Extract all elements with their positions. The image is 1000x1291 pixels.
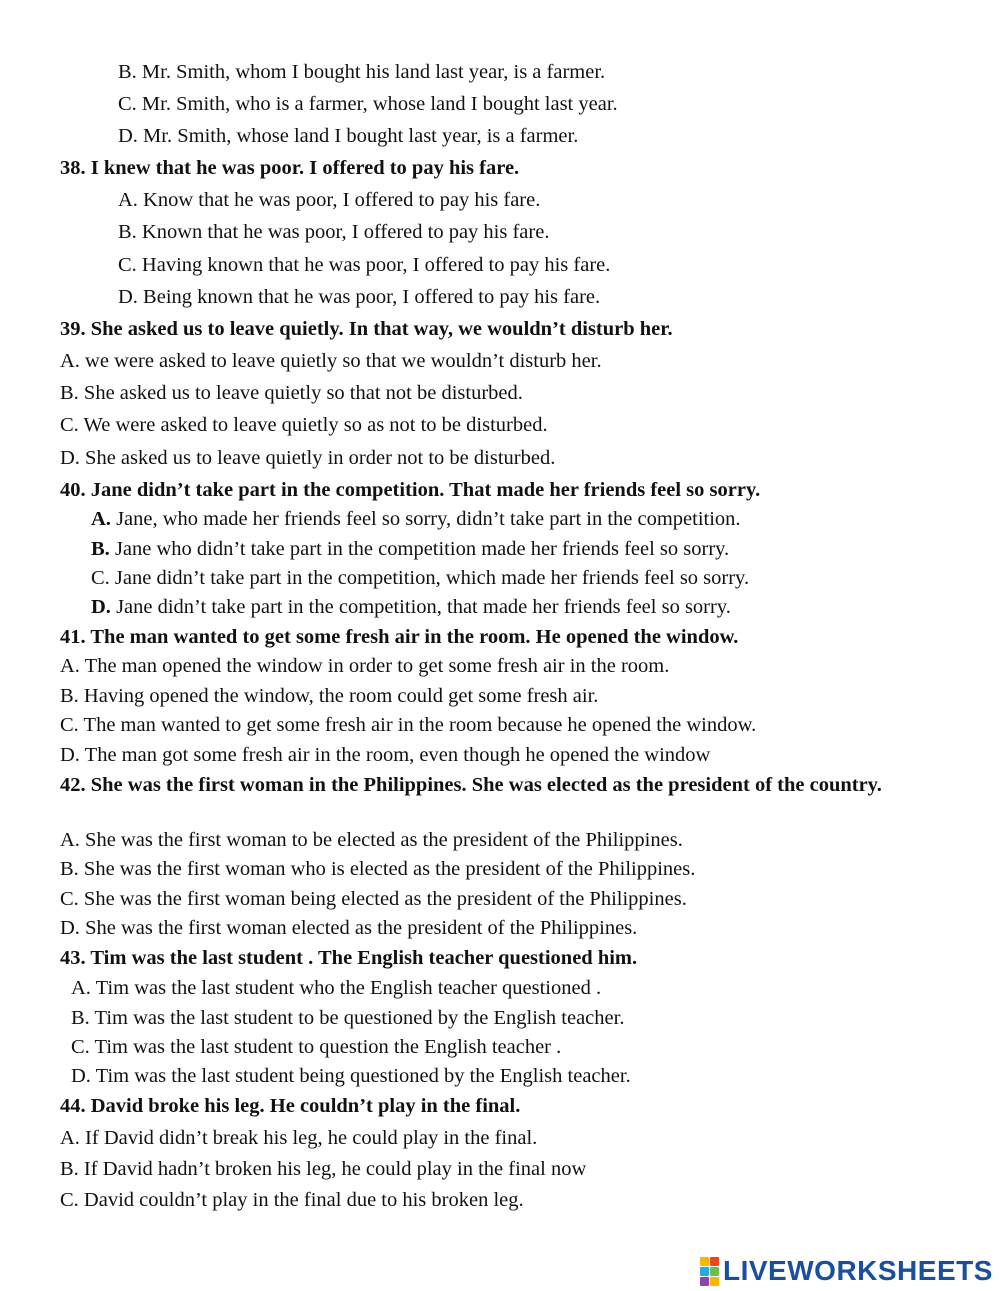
q42-option-a: A. She was the first woman to be elected as the president of the Philippines. — [60, 829, 683, 851]
q39-question: 39. She asked us to leave quietly. In that way, we wouldn’t disturb her. — [60, 318, 673, 340]
q41-question: 41. The man wanted to get some fresh air in the room. He opened the window. — [60, 626, 739, 648]
logo-block-icon — [710, 1277, 719, 1286]
q40-option-a-label: A. — [91, 508, 111, 530]
q42-option-b: B. She was the first woman who is elected as the president of the Philippines. — [60, 858, 696, 880]
q41-option-b: B. Having opened the window, the room could get some fresh air. — [60, 685, 599, 707]
q44-option-a: A. If David didn’t break his leg, he could play in the final. — [60, 1127, 538, 1149]
q43-option-c: C. Tim was the last student to question the English teacher . — [71, 1036, 562, 1058]
q43-option-b: B. Tim was the last student to be questioned by the English teacher. — [71, 1007, 625, 1029]
q37-option-d: D. Mr. Smith, whose land I bought last year, is a farmer. — [118, 125, 579, 147]
q37-option-c: C. Mr. Smith, who is a farmer, whose land I bought last year. — [118, 93, 618, 115]
logo-block-icon — [710, 1267, 719, 1276]
q40-option-a — [91, 507, 741, 531]
q39-option-a: A. we were asked to leave quietly so that we wouldn’t disturb her. — [60, 350, 602, 372]
q39-option-b: B. She asked us to leave quietly so that not be disturbed. — [60, 382, 523, 404]
q41-option-a: A. The man opened the window in order to get some fresh air in the room. — [60, 655, 670, 677]
q43-option-a: A. Tim was the last student who the English teacher questioned . — [71, 977, 602, 999]
q40-question: 40. Jane didn’t take part in the competition. That made her friends feel so sorry. — [60, 479, 761, 501]
q42-option-c: C. She was the first woman being elected as the president of the Philippines. — [60, 888, 687, 910]
q38-option-a: A. Know that he was poor, I offered to pay his fare. — [118, 189, 541, 211]
q43-question: 43. Tim was the last student . The English teacher questioned him. — [60, 947, 638, 969]
q42-option-d — [60, 916, 637, 940]
q38-question: 38. I knew that he was poor. I offered to pay his fare. — [60, 157, 520, 179]
q40-option-a-text: Jane, who made her friends feel so sorry, didn’t take part in the competition. — [110, 508, 741, 530]
q44-option-b: B. If David hadn’t broken his leg, he could play in the final now — [60, 1158, 587, 1180]
q40-option-b — [91, 537, 729, 561]
q38-option-b: B. Known that he was poor, I offered to pay his fare. — [118, 221, 550, 243]
q43-option-d: D. Tim was the last student being questioned by the English teacher. — [71, 1065, 631, 1087]
logo-block-icon — [710, 1257, 719, 1266]
logo-block-icon — [700, 1277, 709, 1286]
q40-option-d-text: Jane didn’t take part in the competition, that made her friends feel so sorry. — [110, 596, 731, 618]
q42-question: 42. She was the first woman in the Philippines. She was elected as the president of the country. — [60, 774, 882, 796]
liveworksheets-icon — [700, 1257, 719, 1286]
q40-option-b-text: Jane who didn’t take part in the competition made her friends feel so sorry. — [109, 538, 730, 560]
q38-option-d: D. Being known that he was poor, I offered to pay his fare. — [118, 286, 601, 308]
q44-question: 44. David broke his leg. He couldn’t play in the final. — [60, 1095, 521, 1117]
q42-option-d-label: D. — [60, 917, 80, 939]
logo-block-icon — [700, 1267, 709, 1276]
logo-block-icon — [700, 1257, 709, 1266]
q40-option-d — [91, 595, 731, 619]
q37-option-b: B. Mr. Smith, whom I bought his land last year, is a farmer. — [118, 61, 606, 83]
q39-option-d: D. She asked us to leave quietly in order not to be disturbed. — [60, 447, 556, 469]
q41-option-d: D. The man got some fresh air in the room, even though he opened the window — [60, 744, 711, 766]
q40-option-d-label: D. — [91, 596, 111, 618]
q40-option-c: C. Jane didn’t take part in the competition, which made her friends feel so sorry. — [91, 567, 750, 589]
liveworksheets-wordmark: LIVEWORKSHEETS — [723, 1255, 993, 1286]
q38-option-c: C. Having known that he was poor, I offered to pay his fare. — [118, 254, 611, 276]
q40-option-b-label: B. — [91, 538, 110, 560]
q39-option-c: C. We were asked to leave quietly so as not to be disturbed. — [60, 414, 548, 436]
q41-option-c: C. The man wanted to get some fresh air in the room because he opened the window. — [60, 714, 757, 736]
liveworksheets-logo — [700, 1255, 993, 1287]
q44-option-c: C. David couldn’t play in the final due to his broken leg. — [60, 1189, 524, 1211]
q42-option-d-text: She was the first woman elected as the president of the Philippines. — [79, 917, 638, 939]
